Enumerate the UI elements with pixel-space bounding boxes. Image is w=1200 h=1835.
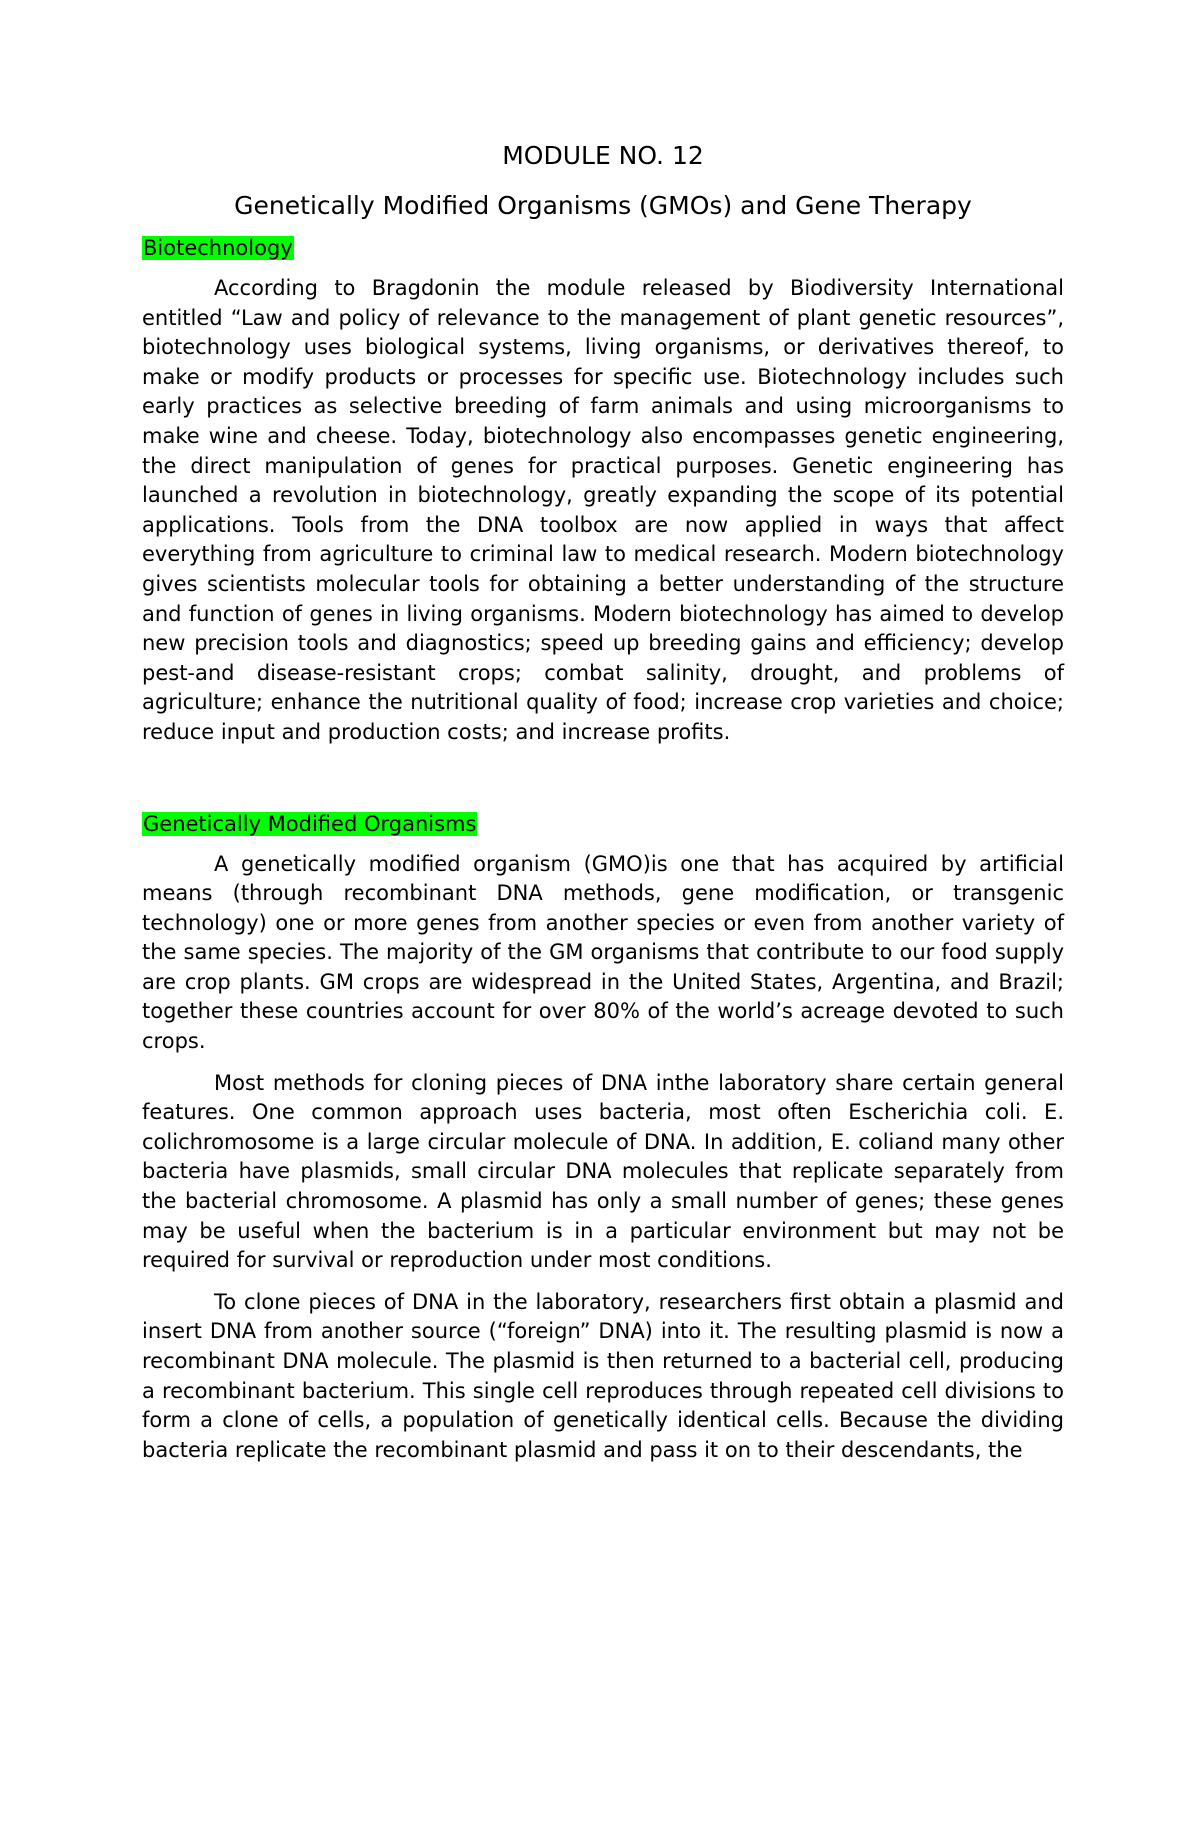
highlighted-heading-text: Genetically Modified Organisms (143, 811, 477, 836)
paragraph: A genetically modified organism (GMO)is one that has acquired by artificial means (through recombinant DNA methods, gene modification, or transgenic technology) one or more genes from another species or even from another variety of the same species. The majority of the GM organisms that contribute to our food supply are crop plants. GM crops are widespread in the United States, Argentina, and Brazil; together these countries account for over 80% of the world’s acreage devoted to such crops. (142, 851, 1064, 1054)
section-gmo (142, 810, 1064, 1466)
document-page (142, 140, 1064, 1465)
document-title: Genetically Modified Organisms (GMOs) and Gene Therapy (234, 191, 972, 220)
section-heading (142, 234, 1064, 262)
section-biotechnology (142, 234, 1064, 748)
paragraph: Most methods for cloning pieces of DNA inthe laboratory share certain general features. One common approach uses bacteria, most often Escherichia coli. E. colichromosome is a large circular molecule of DNA. In addition, E. coliand many other bacteria have plasmids, small circular DNA molecules that replicate separately from the bacterial chromosome. A plasmid has only a small number of genes; these genes may be useful when the bacterium is in a particular environment but may not be required for survival or reproduction under most conditions. (142, 1070, 1064, 1273)
paragraph: According to Bragdonin the module released by Biodiversity International entitled “Law and policy of relevance to the management of plant genetic resources”, biotechnology uses biological systems, living organisms, or derivatives thereof, to make or modify products or processes for specific use. Biotechnology includes such early practices as selective breeding of farm animals and using microorganisms to make wine and cheese. Today, biotechnology also encompasses genetic engineering, the direct manipulation of genes for practical purposes. Genetic engineering has launched a revolution in biotechnology, greatly expanding the scope of its potential applications. Tools from the DNA toolbox are now applied in ways that affect everything from agriculture to criminal law to medical research. Modern biotechnology gives scientists molecular tools for obtaining a better understanding of the structure and function of genes in living organisms. Modern biotechnology has aimed to develop new precision tools and diagnostics; speed up breeding gains and efficiency; develop pest-and disease-resistant crops; combat salinity, drought, and problems of agriculture; enhance the nutritional quality of food; increase crop varieties and choice; reduce input and production costs; and increase profits. (142, 276, 1064, 744)
paragraph: To clone pieces of DNA in the laboratory, researchers first obtain a plasmid and insert DNA from another source (“foreign” DNA) into it. The resulting plasmid is now a recombinant DNA molecule. The plasmid is then returned to a bacterial cell, producing a recombinant bacterium. This single cell reproduces through repeated cell divisions to form a clone of cells, a population of genetically identical cells. Because the dividing bacteria replicate the recombinant plasmid and pass it on to their descendants, the (142, 1289, 1064, 1462)
section-heading (142, 810, 1064, 838)
module-number: MODULE NO. 12 (502, 141, 704, 170)
highlighted-heading-text: Biotechnology (143, 236, 293, 260)
